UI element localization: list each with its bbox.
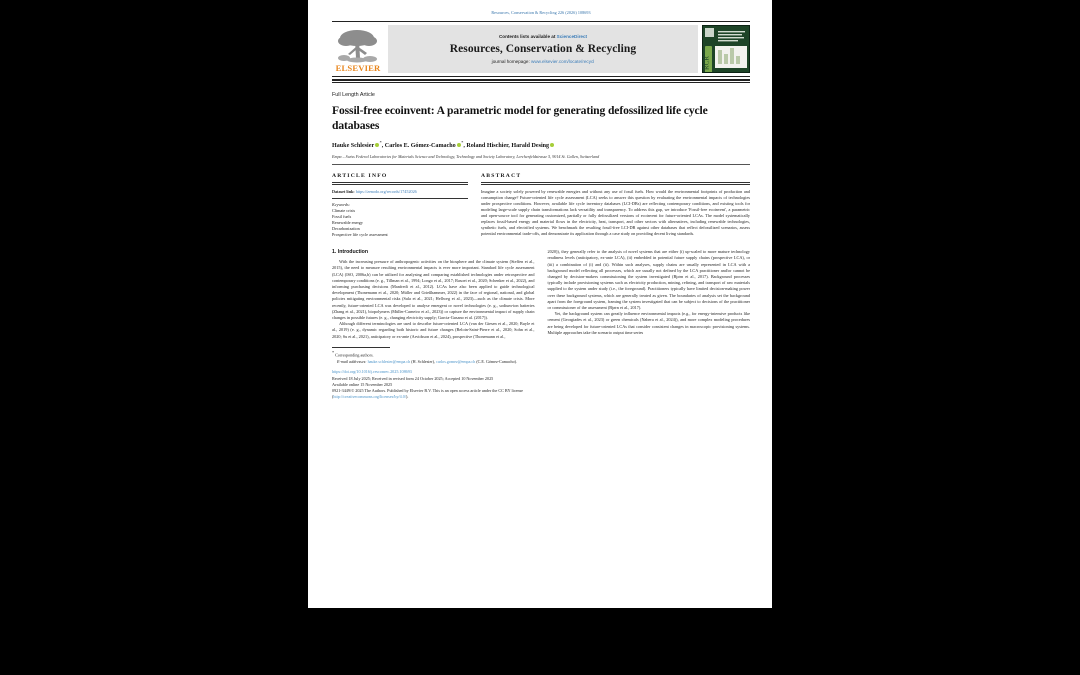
author-name: Roland Hischier — [466, 142, 509, 149]
contents-prefix: Contents lists available at — [498, 34, 556, 39]
elsevier-logo — [332, 24, 384, 74]
keywords-rule — [332, 198, 468, 199]
available-online-line: Available online 15 November 2025 — [332, 381, 393, 387]
email-link[interactable]: hauke.schlesier@empa.ch — [367, 358, 411, 364]
author-name: Hauke Schlesier — [332, 142, 375, 149]
journal-banner — [388, 25, 698, 73]
sciencedirect-link[interactable]: ScienceDirect — [556, 34, 588, 39]
contents-list-line — [499, 34, 587, 39]
body-columns — [332, 249, 750, 401]
author-list: Hauke Schlesier*, Carlos E. Gómez-Camacho*, Roland Hischier, Harald Desing — [332, 140, 750, 151]
abstract-text: Imagine a society solely powered by renewable energies and without any use of fossil fuels. How would the environmental footprints of production and consumption change? Future-oriented life cycle assessment (LCA) seeks to answer this question by evaluating the environmental impacts of technologies under prospective conditions. However, available life cycle inventory databases (LCI-DBs) are reflecting contemporary conditions, and existing tools for modeling large-scale supply chain transformations lack versatility and transparency. To address this gap, we introduce 'Fossil-free ecoinvent', a parametric and open-source tool for generating customized, partially or fully defossilized versions of ecoinvent for future-oriented LCAs. The model systematically replaces fossil-based energy and material flows in the electricity, heat, transport, and other sectors with alternatives, including renewable technologies, synthetic fuels, and electrified systems. We benchmark the resulting fossil-free LCI-DB against other databases that reflect defossilized scenarios, assess potential environmental trade-offs, and demonstrate its application through a case study on providing decent living standards. — [481, 189, 750, 237]
article-info-heading: ARTICLE INFO — [332, 172, 388, 179]
running-head: Resources, Conservation & Recycling 226 (2026) 108693 — [491, 10, 591, 15]
body-paragraph: Yet, the background system can greatly influence environmental impacts (e.g., for energy-intensive products like cement (Georgiades et al., 2023) or green chemicals (Nabera et al., 2024)), and more complex modeling procedures are being developed for future-oriented LCAs that consider consistent changes in macroscopic provisioning systems. Multiple approaches take the scenario output time series — [547, 311, 750, 335]
elsevier-wordmark: ELSEVIER — [335, 63, 381, 74]
keyword-item: Decarbonization — [332, 225, 360, 231]
keyword-item: Renewable energy — [332, 219, 363, 225]
journal-masthead — [332, 21, 750, 77]
abstract-rule — [481, 182, 750, 185]
doi-link[interactable]: https://doi.org/10.1016/j.resconrec.2025.108693 — [332, 369, 412, 375]
svg-text:RCR: RCR — [703, 55, 711, 70]
masthead-bottom-rule — [332, 79, 750, 84]
email-note: E-mail addresses: hauke.schlesier@empa.ch (H. Schlesier), carlos.gomez@empa.ch (C.E. Gómez-Camacho). — [337, 358, 518, 364]
copyright-line — [332, 388, 535, 400]
email-label: E-mail addresses: — [337, 358, 367, 364]
dataset-url-link[interactable]: https://zenodo.org/records/17452026 — [355, 189, 417, 195]
author-marker: * — [461, 139, 464, 145]
dataset-link-block — [332, 189, 468, 195]
elsevier-tree-icon — [336, 28, 380, 64]
section-heading-introduction: 1. Introduction — [332, 249, 369, 256]
abstract-column — [481, 173, 750, 238]
email-owner: (H. Schlesier) — [411, 358, 434, 364]
pdf-page — [308, 0, 772, 608]
dataset-label: Dataset — [332, 189, 346, 195]
copyright-prefix: 0921-3449/© 2025 The Authors. Published by Elsevier B.V. This is an open access article under the CC BY license ( — [332, 388, 524, 400]
author-name: Carlos E. Gómez-Camacho — [384, 142, 456, 149]
body-column-right — [548, 249, 751, 401]
article-info-rule — [332, 182, 468, 185]
corresponding-author-note — [332, 350, 535, 358]
footnote-block — [332, 347, 535, 401]
body-column-left — [332, 249, 535, 401]
email-owner: (C.E. Gómez-Camacho) — [476, 358, 516, 364]
keyword-item: Climate crisis — [332, 207, 356, 213]
journal-title: Resources, Conservation & Recycling — [449, 43, 637, 55]
homepage-prefix: journal homepage: — [491, 59, 530, 64]
body-paragraph: Although different terminologies are used to describe future-oriented LCA (van der Giesen et al., 2020; Buyle et al., 2019) (e. g., dynamic regarding both historic and future changes (Beloin-Saint-Pierre et al., 2020; Sohn et al., 2020; Su et al., 2021), anticipatory or ex-ante (Arvidsson et al., 2024), prospective (Thonemann et al., — [332, 321, 535, 339]
article-type-label: Full Length Article — [332, 92, 375, 99]
page-title: Fossil-free ecoinvent: A parametric model for generating defossilized life cycle databases — [332, 104, 708, 133]
affiliation: Empa – Swiss Federal Laboratories for Materials Science and Technology, Technology and Society Laboratory, Lerchenfeldstrasse 5, 9014 St. Gallen, Switzerland — [332, 153, 600, 159]
author-marker: * — [379, 139, 382, 145]
orcid-icon[interactable] — [550, 143, 554, 147]
footnote-rule — [332, 347, 390, 348]
info-abstract-row — [332, 173, 750, 238]
header-divider — [332, 164, 750, 165]
journal-homepage-link[interactable]: www.elsevier.com/locate/recycl — [531, 59, 595, 64]
journal-homepage-line — [492, 59, 595, 64]
publication-metadata — [332, 369, 535, 400]
body-paragraph: With the increasing pressure of anthropogenic activities on the biosphere and the climate system (Steffen et al., 2015), the need to measure resulting environmental impacts is ever more important. Standard life cycle assessment (LCA) (ISO, 2006a,b) can be utilized for analysing and comparing established technologies under retrospective and contemporary conditions (e. g., Tillman et al., 1994; Longo et al., 2017; Rasoei et al., 2020; Schenker et al., 2022), and informing purchasing decisions (Manfredi et al., 2012). LCAs have also been applied to guide technological development (Thonemann et al., 2020; Müller and Grießhammer, 2022) in the face of regional, national, and global policies mitigating environmental risks (Sala et al., 2021; Hellweg et al., 2023)—such as the climate crisis. More recently, future-oriented LCA was developed to analyse emergent or novel technologies (e. g., sodium-ion batteries (Zhang et al., 2021), biopolymers (Müller-Carneiro et al., 2023)) or capture the environmental impact of supply chain changes in possible futures (e. g., changing electricity supply; Garcia-Gusano et al. (2017)). — [332, 259, 535, 320]
journal-cover-thumbnail — [702, 25, 750, 73]
license-link[interactable]: http://creativecommons.org/licenses/by/4.0/ — [333, 394, 406, 400]
dataset-link-label: link: — [346, 189, 355, 195]
abstract-heading: ABSTRACT — [481, 172, 522, 179]
keywords-heading: Keywords: — [332, 202, 350, 208]
keyword-item: Prospective life cycle assessment — [332, 232, 388, 238]
received-line: Received 18 July 2025; Received in revised form 24 October 2025; Accepted 10 November 2025 — [332, 375, 494, 381]
orcid-icon[interactable] — [375, 143, 379, 147]
keyword-item: Fossil fuels — [332, 213, 352, 219]
author-name: Harald Desing — [511, 142, 550, 149]
copyright-suffix: ). — [406, 394, 409, 400]
journal-cover-art — [703, 26, 749, 73]
corresponding-marker: * — [332, 350, 335, 356]
corresponding-label: Corresponding authors. — [335, 352, 374, 358]
email-link[interactable]: carlos.gomez@empa.ch — [436, 358, 476, 364]
body-paragraph: 2020)), they generally refer to the analysis of novel systems that are either (i) up-scaled to more mature technology readiness levels (anticipatory, ex-ante LCA), (ii) embedded in potential future supply chains (prospective LCA), or (iii) a combination of (i) and (ii). Within such analyses, supply chains are usually represented in LCA with a background model reflecting all processes, which are usually not defined by the LCA practitioner and/or cannot be changed by decision-makers commissioning the system investigated (Bjørn et al., 2017). Background processes typically include provisioning systems such as electricity production, mining, refining, and transport of raw materials supplied to the system under study (i.e., the foreground). Practitioners typically have limited decision-making power over these background systems, which are generally treated as given. The boundaries of analysis set the background apart from the foreground system, framing the system investigated that can be subject to decisions of the practitioner or commissioner of the assessment (Bjørn et al., 2017). — [547, 249, 750, 310]
article-info-column — [332, 173, 468, 238]
